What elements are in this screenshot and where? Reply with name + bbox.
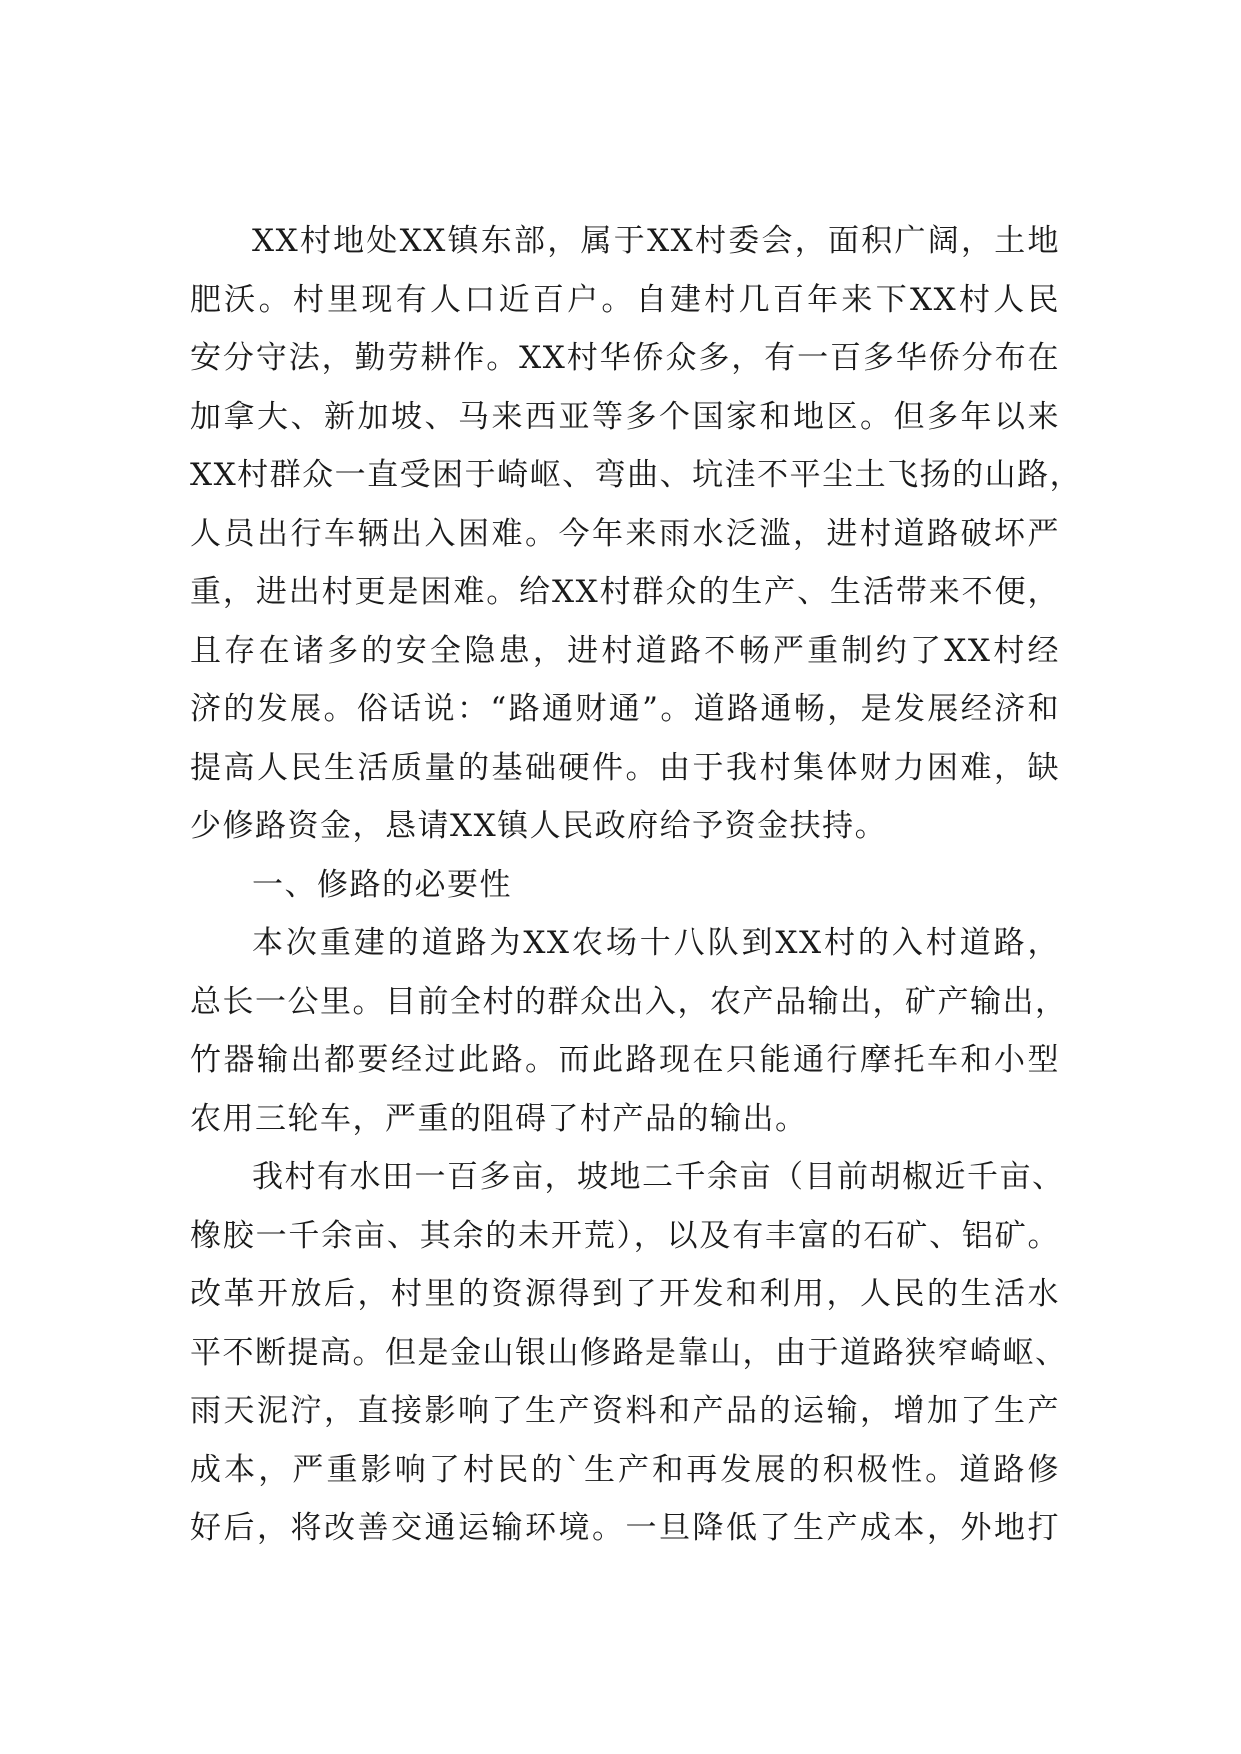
text-line: XX村地处XX镇东部，属于XX村委会，面积广阔，土地 (252, 223, 1060, 259)
text-line: 安分守法，勤劳耕作。XX村华侨众多，有一百多华侨分布在 (190, 340, 1060, 376)
text-line: 好后，将改善交通运输环境。一旦降低了生产成本，外地打 (190, 1510, 1060, 1546)
section-heading-text: 一、修路的必要性 (252, 866, 512, 903)
text-line: 济的发展。俗话说：“路通财通”。道路通畅，是发展经济和 (190, 691, 1060, 727)
text-line: 重，进出村更是困难。给XX村群众的生产、生活带来不便， (190, 574, 1060, 610)
text-line: 平不断提高。但是金山银山修路是靠山，由于道路狭窄崎岖、 (190, 1334, 1068, 1371)
paragraph-intro (190, 212, 1083, 856)
section-heading (190, 856, 1060, 915)
text-line: 我村有水田一百多亩，坡地二千余亩（目前胡椒近千亩、 (252, 1159, 1065, 1195)
text-line: 加拿大、新加坡、马来西亚等多个国家和地区。但多年以来 (190, 398, 1060, 435)
text-line: 本次重建的道路为XX农场十八队到XX村的入村道路， (252, 925, 1060, 961)
paragraph-resources (190, 1148, 1068, 1558)
document-body (190, 212, 1083, 1558)
text-line: 提高人民生活质量的基础硬件。由于我村集体财力困难，缺 (190, 749, 1060, 786)
text-line: 且存在诸多的安全隐患，进村道路不畅严重制约了XX村经 (190, 632, 1060, 669)
text-line: XX村群众一直受困于崎岖、弯曲、坑洼不平尘土飞扬的山路， (190, 457, 1083, 493)
text-line: 橡胶一千余亩、其余的未开荒），以及有丰富的石矿、铝矿。 (190, 1217, 1060, 1254)
paragraph-road-description (190, 914, 1068, 1148)
text-line: 肥沃。村里现有人口近百户。自建村几百年来下XX村人民 (190, 281, 1060, 318)
text-line: 农用三轮车，严重的阻碍了村产品的输出。 (190, 1100, 808, 1137)
text-line: 竹器输出都要经过此路。而此路现在只能通行摩托车和小型 (190, 1042, 1060, 1078)
text-line: 改革开放后，村里的资源得到了开发和利用，人民的生活水 (190, 1276, 1060, 1312)
text-line: 总长一公里。目前全村的群众出入，农产品输出，矿产输出， (190, 983, 1068, 1020)
text-line: 成本，严重影响了村民的`生产和再发展的积极性。道路修 (190, 1451, 1060, 1488)
text-line: 人员出行车辆出入困难。今年来雨水泛滥，进村道路破坏严 (190, 515, 1060, 552)
text-line: 少修路资金，恳请XX镇人民政府给予资金扶持。 (190, 808, 888, 844)
text-line: 雨天泥泞，直接影响了生产资料和产品的运输，增加了生产 (190, 1393, 1060, 1429)
